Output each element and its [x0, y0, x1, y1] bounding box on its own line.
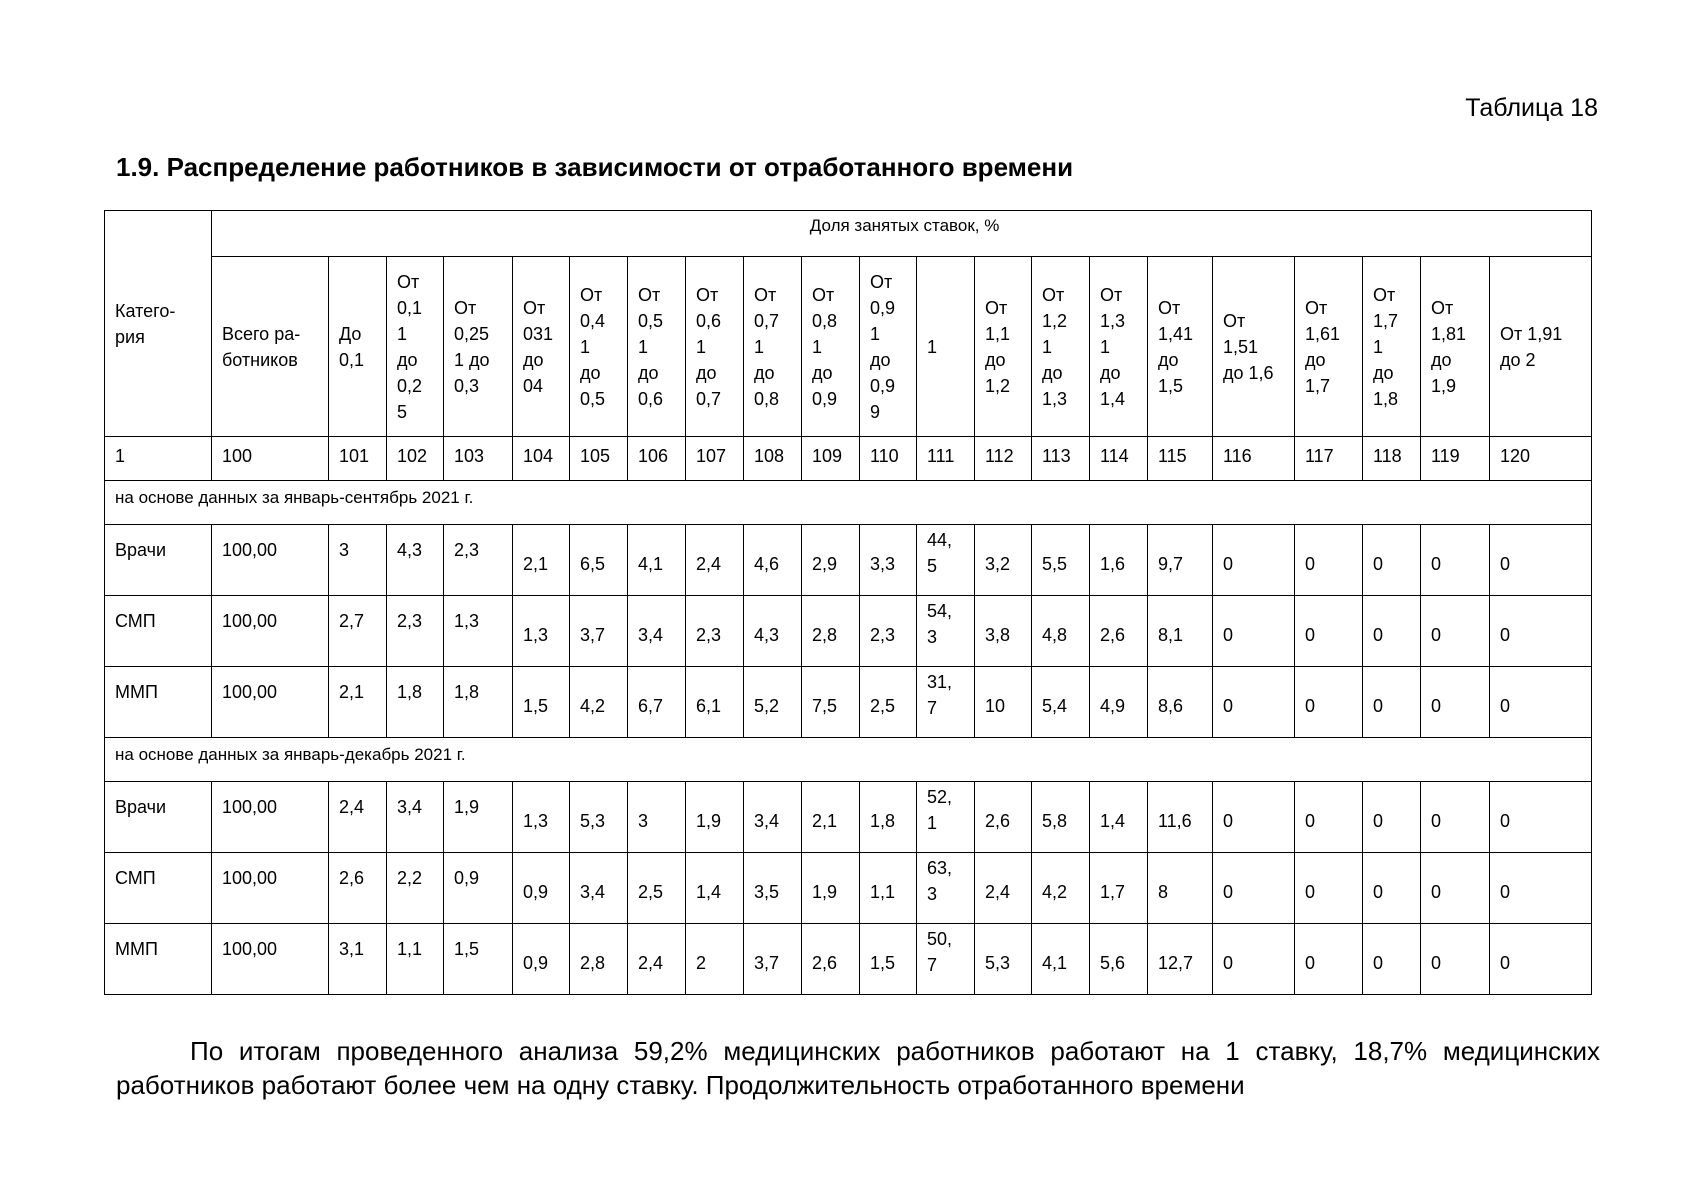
table-cell: 31, 7: [917, 667, 975, 738]
table-cell: 0: [1363, 525, 1421, 596]
table-cell: 0: [1421, 525, 1490, 596]
table-cell: 0: [1421, 667, 1490, 738]
table-cell: 1,9: [686, 782, 744, 853]
header-cell: От 1,2 1 до 1,3: [1032, 257, 1090, 437]
section-row: [105, 738, 1592, 782]
table-cell: 3,8: [975, 596, 1032, 667]
table-cell: 3,2: [975, 525, 1032, 596]
table-cell: 0: [1363, 853, 1421, 924]
table-cell: 5,8: [1032, 782, 1090, 853]
table-cell: 0: [1363, 924, 1421, 995]
table-cell: 3,4: [387, 782, 444, 853]
column-number: 114: [1090, 437, 1148, 481]
table-cell: 5,3: [975, 924, 1032, 995]
column-number: 113: [1032, 437, 1090, 481]
table-cell: 2,3: [444, 525, 513, 596]
table-cell: 11,6: [1148, 782, 1213, 853]
table-cell: 0: [1490, 525, 1592, 596]
table-cell: 1,3: [513, 596, 570, 667]
table-cell: 1,4: [1090, 782, 1148, 853]
table-cell: 0: [1213, 667, 1295, 738]
table-cell: 100,00: [212, 525, 329, 596]
header-cell: От 1,3 1 до 1,4: [1090, 257, 1148, 437]
table-cell: 0: [1363, 667, 1421, 738]
table-cell: 1,9: [444, 782, 513, 853]
row-category: СМП: [105, 596, 212, 667]
table-cell: 2,4: [686, 525, 744, 596]
column-number: 108: [744, 437, 802, 481]
header-cell: 1: [917, 257, 975, 437]
table-cell: 4,3: [744, 596, 802, 667]
table-cell: 0: [1213, 782, 1295, 853]
column-number: 119: [1421, 437, 1490, 481]
table-cell: 2,6: [1090, 596, 1148, 667]
table-cell: 8: [1148, 853, 1213, 924]
table-cell: 5,3: [570, 782, 628, 853]
table-row: [105, 853, 1592, 924]
table-cell: 4,2: [570, 667, 628, 738]
column-number: 105: [570, 437, 628, 481]
column-number-row: [105, 437, 1592, 481]
header-cell: От 1,91 до 2: [1490, 257, 1592, 437]
table-cell: 0: [1421, 596, 1490, 667]
table-cell: 2,1: [513, 525, 570, 596]
table-cell: 0: [1213, 525, 1295, 596]
table-cell: 3,1: [329, 924, 387, 995]
table-cell: 0: [1363, 782, 1421, 853]
table-cell: 8,6: [1148, 667, 1213, 738]
header-cell: От 0,4 1 до 0,5: [570, 257, 628, 437]
table-cell: 1,4: [686, 853, 744, 924]
table-cell: 2,9: [802, 525, 860, 596]
table-cell: 100,00: [212, 924, 329, 995]
table-cell: 1,5: [860, 924, 917, 995]
table-cell: 1,8: [860, 782, 917, 853]
table-cell: 2,8: [802, 596, 860, 667]
table-cell: 4,1: [1032, 924, 1090, 995]
table-cell: 1,8: [387, 667, 444, 738]
table-cell: 2,5: [628, 853, 686, 924]
header-cell: От 0,7 1 до 0,8: [744, 257, 802, 437]
table-cell: 6,5: [570, 525, 628, 596]
table-cell: 3,7: [570, 596, 628, 667]
column-number: 118: [1363, 437, 1421, 481]
section-row: [105, 481, 1592, 525]
table-cell: 2,1: [802, 782, 860, 853]
column-number: 103: [444, 437, 513, 481]
table-cell: 2,3: [387, 596, 444, 667]
table-cell: 5,2: [744, 667, 802, 738]
row-category: Врачи: [105, 525, 212, 596]
table-cell: 12,7: [1148, 924, 1213, 995]
table-row: [105, 667, 1592, 738]
table-cell: 1,8: [444, 667, 513, 738]
table-cell: 54, 3: [917, 596, 975, 667]
table-cell: 4,8: [1032, 596, 1090, 667]
header-cell: От 1,61 до 1,7: [1295, 257, 1363, 437]
table-cell: 2,6: [802, 924, 860, 995]
table-cell: 1,9: [802, 853, 860, 924]
table-cell: 5,4: [1032, 667, 1090, 738]
row-category: ММП: [105, 667, 212, 738]
table-cell: 1,5: [513, 667, 570, 738]
header-cell: От 1,1 до 1,2: [975, 257, 1032, 437]
table-cell: 100,00: [212, 853, 329, 924]
column-number: 112: [975, 437, 1032, 481]
table-cell: 1,1: [387, 924, 444, 995]
column-number: 116: [1213, 437, 1295, 481]
table-cell: 2,4: [628, 924, 686, 995]
header-cell: От 0,5 1 до 0,6: [628, 257, 686, 437]
table-row: [105, 596, 1592, 667]
analysis-paragraph: По итогам проведенного анализа 59,2% медицинских работников работают на 1 ставку, 18,7% медицинских работников работают более чем на одну ставку. Продолжительность отработанного времени: [116, 1036, 1600, 1100]
table-cell: 3,3: [860, 525, 917, 596]
table-cell: 2,8: [570, 924, 628, 995]
table-cell: 0: [1213, 596, 1295, 667]
table-cell: 3: [628, 782, 686, 853]
table-cell: 5,6: [1090, 924, 1148, 995]
header-cell: От 0,25 1 до 0,3: [444, 257, 513, 437]
header-category: Катего- рия: [105, 211, 212, 437]
column-number: 109: [802, 437, 860, 481]
table-label: Таблица 18: [1465, 94, 1598, 122]
table-cell: 2,7: [329, 596, 387, 667]
table-cell: 2,4: [329, 782, 387, 853]
table-cell: 0: [1295, 667, 1363, 738]
table-cell: 0: [1421, 782, 1490, 853]
table-cell: 1,1: [860, 853, 917, 924]
table-cell: 63, 3: [917, 853, 975, 924]
table-cell: 44, 5: [917, 525, 975, 596]
column-number: 102: [387, 437, 444, 481]
column-number: 106: [628, 437, 686, 481]
table-cell: 2: [686, 924, 744, 995]
table-cell: 50, 7: [917, 924, 975, 995]
table-cell: 0: [1295, 924, 1363, 995]
header-cell: До 0,1: [329, 257, 387, 437]
header-cell: От 0,9 1 до 0,9 9: [860, 257, 917, 437]
table-cell: 3,5: [744, 853, 802, 924]
table-row: [105, 525, 1592, 596]
header-cell: От 031 до 04: [513, 257, 570, 437]
header-cell: От 1,7 1 до 1,8: [1363, 257, 1421, 437]
column-number: 1: [105, 437, 212, 481]
table-cell: 0: [1490, 853, 1592, 924]
table-cell: 3,4: [570, 853, 628, 924]
table-cell: 100,00: [212, 596, 329, 667]
column-number: 110: [860, 437, 917, 481]
table-cell: 3: [329, 525, 387, 596]
column-number: 107: [686, 437, 744, 481]
row-category: СМП: [105, 853, 212, 924]
row-category: ММП: [105, 924, 212, 995]
table-cell: 2,6: [329, 853, 387, 924]
header-cell: От 1,81 до 1,9: [1421, 257, 1490, 437]
table-cell: 52, 1: [917, 782, 975, 853]
table-cell: 2,3: [686, 596, 744, 667]
table-cell: 1,7: [1090, 853, 1148, 924]
row-category: Врачи: [105, 782, 212, 853]
table-cell: 8,1: [1148, 596, 1213, 667]
super-header: Доля занятых ставок, %: [212, 211, 1592, 257]
table-cell: 2,2: [387, 853, 444, 924]
column-number: 120: [1490, 437, 1592, 481]
table-cell: 7,5: [802, 667, 860, 738]
table-cell: 0: [1421, 853, 1490, 924]
table-cell: 2,1: [329, 667, 387, 738]
table-cell: 4,3: [387, 525, 444, 596]
table-cell: 1,3: [513, 782, 570, 853]
table-cell: 0,9: [513, 853, 570, 924]
table-cell: 0: [1363, 596, 1421, 667]
header-row: [105, 257, 1592, 437]
header-cell: Всего ра- ботников: [212, 257, 329, 437]
table-cell: 9,7: [1148, 525, 1213, 596]
section-caption: на основе данных за январь-декабрь 2021 г.: [105, 738, 1592, 782]
table-cell: 4,2: [1032, 853, 1090, 924]
header-cell: От 1,51 до 1,6: [1213, 257, 1295, 437]
table-cell: 0: [1295, 525, 1363, 596]
table-cell: 5,5: [1032, 525, 1090, 596]
table-cell: 4,1: [628, 525, 686, 596]
table-cell: 3,7: [744, 924, 802, 995]
header-cell: От 0,8 1 до 0,9: [802, 257, 860, 437]
column-number: 104: [513, 437, 570, 481]
table-cell: 0: [1295, 782, 1363, 853]
table-cell: 0: [1213, 853, 1295, 924]
distribution-table: [104, 210, 1592, 995]
table-cell: 0: [1295, 596, 1363, 667]
section-title: 1.9. Распределение работников в зависимости от отработанного времени: [116, 152, 1074, 182]
section-caption: на основе данных за январь-сентябрь 2021 г.: [105, 481, 1592, 525]
table-row: [105, 924, 1592, 995]
table-cell: 0,9: [513, 924, 570, 995]
header-cell: От 0,6 1 до 0,7: [686, 257, 744, 437]
table-cell: 0: [1421, 924, 1490, 995]
column-number: 115: [1148, 437, 1213, 481]
table-cell: 3,4: [744, 782, 802, 853]
header-cell: От 0,1 1 до 0,2 5: [387, 257, 444, 437]
column-number: 100: [212, 437, 329, 481]
column-number: 117: [1295, 437, 1363, 481]
table-cell: 0: [1213, 924, 1295, 995]
table-cell: 0: [1295, 853, 1363, 924]
table-cell: 100,00: [212, 782, 329, 853]
table-cell: 2,3: [860, 596, 917, 667]
table-cell: 0: [1490, 782, 1592, 853]
table-cell: 6,1: [686, 667, 744, 738]
table-cell: 0: [1490, 924, 1592, 995]
table-cell: 3,4: [628, 596, 686, 667]
table-cell: 1,6: [1090, 525, 1148, 596]
column-number: 111: [917, 437, 975, 481]
table-cell: 2,4: [975, 853, 1032, 924]
table-row: [105, 782, 1592, 853]
table-cell: 100,00: [212, 667, 329, 738]
table-cell: 10: [975, 667, 1032, 738]
table-cell: 6,7: [628, 667, 686, 738]
table-cell: 0,9: [444, 853, 513, 924]
header-cell: От 1,41 до 1,5: [1148, 257, 1213, 437]
table-cell: 1,5: [444, 924, 513, 995]
table-cell: 0: [1490, 667, 1592, 738]
table-cell: 2,6: [975, 782, 1032, 853]
column-number: 101: [329, 437, 387, 481]
table-cell: 4,9: [1090, 667, 1148, 738]
table-cell: 1,3: [444, 596, 513, 667]
super-header-row: [105, 211, 1592, 257]
table-cell: 4,6: [744, 525, 802, 596]
table-cell: 0: [1490, 596, 1592, 667]
table-cell: 2,5: [860, 667, 917, 738]
